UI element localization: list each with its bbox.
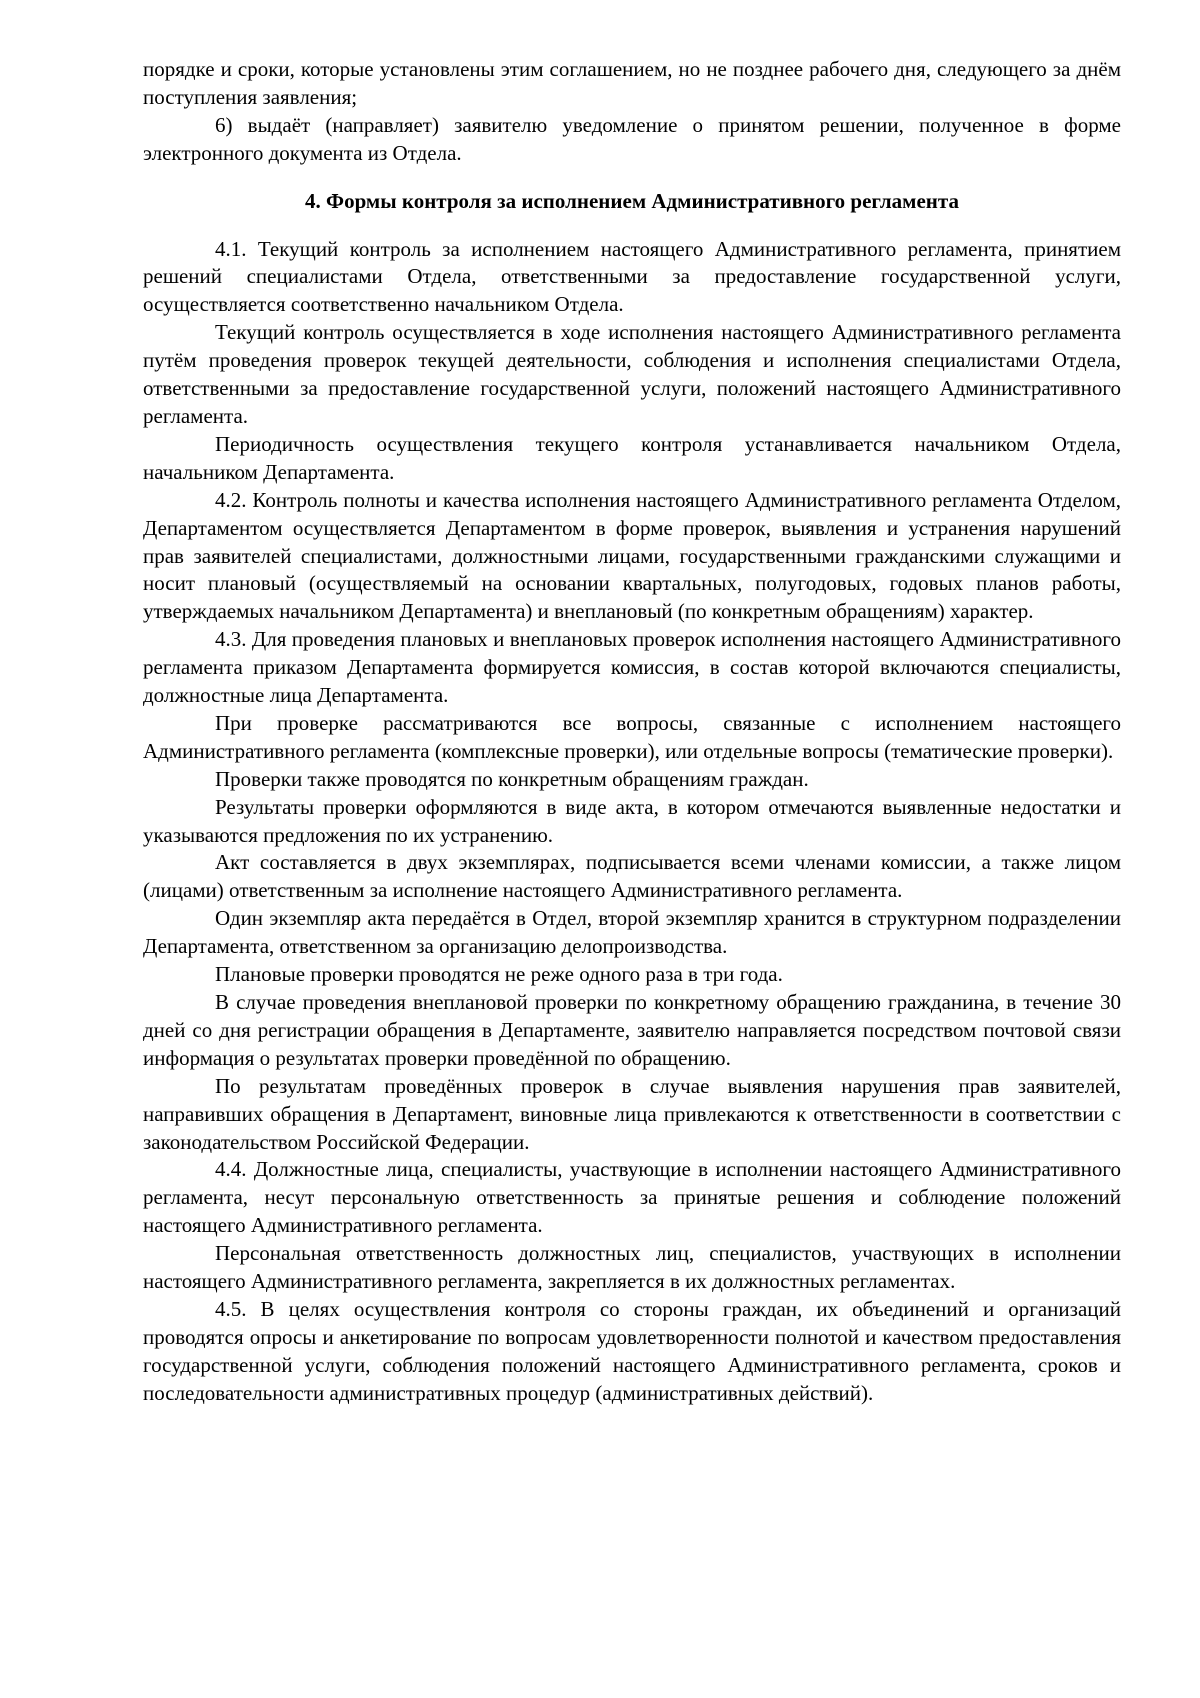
paragraph-4-3: 4.3. Для проведения плановых и внеплановых проверок исполнения настоящего Административного регламента приказом Департамента формируется комиссия, в состав которой включаются специалисты, должностные лица Департамента.: [143, 627, 1121, 708]
paragraph: Результаты проверки оформляются в виде акта, в котором отмечаются выявленные недостатки и указываются предложения по их устранению.: [143, 794, 1121, 847]
paragraph-item-6: 6) выдаёт (направляет) заявителю уведомление о принятом решении, полученное в форме электронного документа из Отдела.: [143, 112, 1121, 165]
paragraph: По результатам проведённых проверок в случае выявления нарушения прав заявителей, направивших обращения в Департамент, виновные лица привлекаются к ответственности в соответствии с законодательством Российской Федерации.: [143, 1073, 1121, 1154]
paragraph: В случае проведения внеплановой проверки по конкретному обращению гражданина, в течение 30 дней со дня регистрации обращения в Департаменте, заявителю направляется посредством почтовой связи информация о результатах проверки проведённой по обращению.: [143, 990, 1121, 1070]
paragraph: При проверке рассматриваются все вопросы, связанные с исполнением настоящего Административного регламента (комплексные проверки), или отдельные вопросы (тематические проверки).: [143, 710, 1121, 763]
document-page: [143, 56, 1121, 1408]
paragraph: Плановые проверки проводятся не реже одного раза в три года.: [215, 962, 783, 987]
paragraph-continuation: порядке и сроки, которые установлены этим соглашением, но не позднее рабочего дня, следующего за днём поступления заявления;: [143, 57, 1121, 109]
section-heading: 4. Формы контроля за исполнением Административного регламента: [305, 188, 959, 213]
paragraph: Персональная ответственность должностных лиц, специалистов, участвующих в исполнении настоящего Административного регламента, закрепляется в их должностных регламентах.: [143, 1241, 1121, 1294]
paragraph: Проверки также проводятся по конкретным обращениям граждан.: [215, 766, 809, 791]
paragraph: Один экземпляр акта передаётся в Отдел, второй экземпляр хранится в структурном подразделении Департамента, ответственном за организацию делопроизводства.: [143, 906, 1121, 959]
paragraph-4-2: 4.2. Контроль полноты и качества исполнения настоящего Административного регламента Отделом, Департаментом осуществляется Департаментом в форме проверок, выявления и устранения нарушений прав заявителей специалистами, должностными лицами, государственными гражданскими служащими и носит плановый (осуществляемый на основании квартальных, полугодовых, годовых планов работы, утверждаемых начальником Департамента) и внеплановый (по конкретным обращениям) характер.: [143, 487, 1121, 624]
paragraph-4-4: 4.4. Должностные лица, специалисты, участвующие в исполнении настоящего Административного регламента, несут персональную ответственность за принятые решения и соблюдение положений настоящего Административного регламента.: [143, 1157, 1121, 1238]
paragraph-4-1: 4.1. Текущий контроль за исполнением настоящего Административного регламента, принятием решений специалистами Отдела, ответственными за предоставление государственной услуги, осуществляется соответственно начальником Отдела.: [143, 236, 1121, 317]
paragraph: Акт составляется в двух экземплярах, подписывается всеми членами комиссии, а также лицом (лицами) ответственным за исполнение настоящего Административного регламента.: [143, 850, 1121, 903]
paragraph-4-5: 4.5. В целях осуществления контроля со стороны граждан, их объединений и организаций проводятся опросы и анкетирование по вопросам удовлетворенности полнотой и качеством предоставления государственной услуги, соблюдения положений настоящего Административного регламента, сроков и последовательности административных процедур (административных действий).: [143, 1296, 1121, 1405]
paragraph: Текущий контроль осуществляется в ходе исполнения настоящего Административного регламента путём проведения проверок текущей деятельности, соблюдения и исполнения специалистами Отдела, ответственными за предоставление государственной услуги, положений настоящего Административного регламента.: [143, 320, 1121, 428]
paragraph: Периодичность осуществления текущего контроля устанавливается начальником Отдела, начальником Департамента.: [143, 431, 1121, 484]
